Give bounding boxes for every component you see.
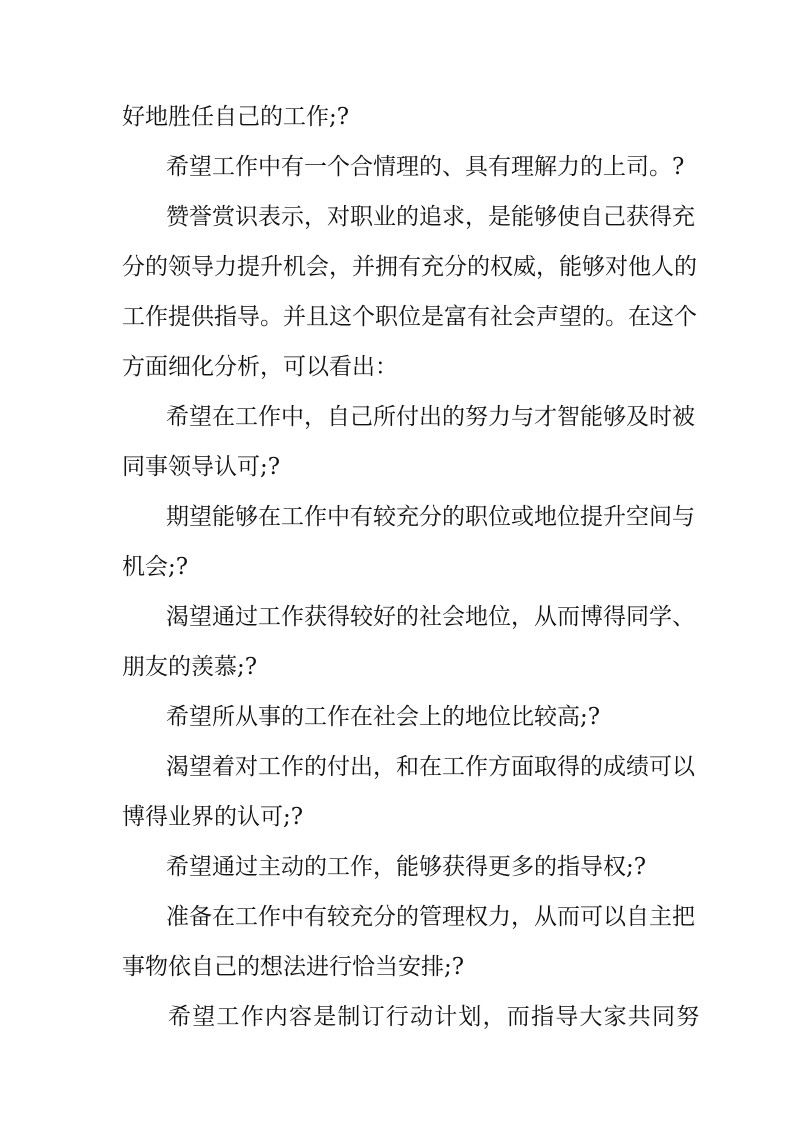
text-line: 准备在工作中有较充分的管理权力，从而可以自主把 (166, 904, 695, 930)
text-line: 渴望通过工作获得较好的社会地位，从而博得同学、 (166, 604, 695, 630)
text-line: 希望工作内容是制订行动计划，而指导大家共同努 (168, 1004, 701, 1030)
text-line: 希望通过主动的工作，能够获得更多的指导权;? (166, 854, 647, 880)
text-line: 工作提供指导。并且这个职位是富有社会声望的。在这个 (122, 304, 697, 330)
text-line: 机会;? (122, 554, 189, 580)
text-line: 赞誉赏识表示，对职业的追求，是能够使自己获得充 (166, 204, 695, 230)
text-line: 希望所从事的工作在社会上的地位比较高;? (166, 704, 601, 730)
text-line: 好地胜任自己的工作;? (122, 104, 350, 130)
text-line: 希望工作中有一个合情理的、具有理解力的上司。? (166, 154, 685, 180)
text-line: 事物依自己的想法进行恰当安排;? (122, 954, 465, 980)
text-line: 同事领导认可;? (122, 454, 281, 480)
text-line: 博得业界的认可;? (122, 804, 304, 830)
text-line: 方面细化分析，可以看出： (122, 354, 398, 380)
text-line: 朋友的羡慕;? (122, 654, 258, 680)
text-line: 期望能够在工作中有较充分的职位或地位提升空间与 (166, 504, 695, 530)
text-line: 渴望着对工作的付出，和在工作方面取得的成绩可以 (166, 754, 695, 780)
text-line: 分的领导力提升机会，并拥有充分的权威，能够对他人的 (122, 254, 697, 280)
text-line: 希望在工作中，自己所付出的努力与才智能够及时被 (166, 404, 695, 430)
